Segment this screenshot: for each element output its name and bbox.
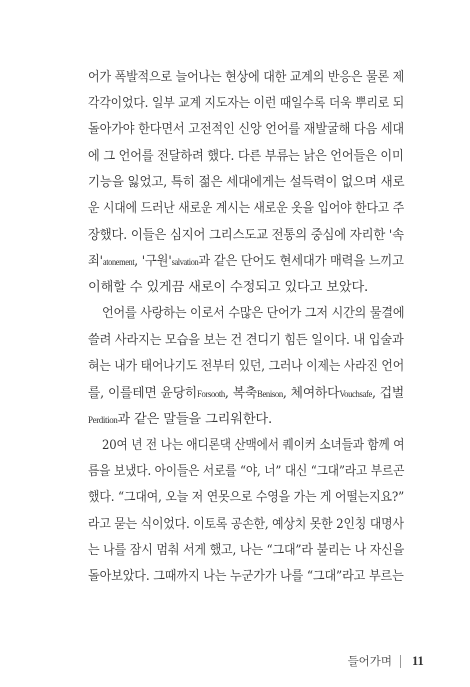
text-line: 혀는 내가 태어나기도 전부터 있던, 그러나 이제는 사라진 언어 xyxy=(88,359,405,374)
text-line: 쓸려 사라지는 모습을 보는 건 견디기 힘든 일이다. 내 입술과 xyxy=(88,333,404,348)
text-run: , '구원' xyxy=(134,254,172,269)
english-gloss: salvation xyxy=(171,257,199,267)
text-line: 름을 보냈다. 아이들은 서로를 “야, 너” 대신 “그대”라고 부르곤 xyxy=(88,464,405,479)
text-run: 과 같은 말들을 그리워한다. xyxy=(117,412,273,427)
english-gloss: atonement xyxy=(102,257,135,267)
english-gloss: Forsooth xyxy=(197,389,225,399)
text-line: 운 시대에 드러난 새로운 계시는 새로운 옷을 입어야 한다고 주 xyxy=(88,201,405,216)
text-run: , 복축 xyxy=(224,386,258,401)
text-line: 장했다. 이들은 심지어 그리스도교 전통의 중심에 자리한 '속 xyxy=(88,228,404,243)
text-line: 돌아보았다. 그때까지 나는 누군가가 나를 “그대”라고 부르는 xyxy=(88,569,404,584)
text-line xyxy=(88,385,405,403)
text-line: 는 나를 잠시 멈춰 서게 했고, 나는 “그대”라 불리는 나 자신을 xyxy=(88,543,405,558)
text-line: 각각이었다. 일부 교계 지도자는 이런 때일수록 더욱 뿌리로 되 xyxy=(88,96,405,111)
text-line: 돌아가야 한다면서 고전적인 신앙 언어를 재발굴해 다음 세대 xyxy=(88,122,405,137)
page-number: 11 xyxy=(412,654,424,668)
text-line xyxy=(88,253,404,271)
section-title: 들어가며 xyxy=(347,654,392,668)
text-line: 했다. “그대여, 오늘 저 연못으로 수영을 가는 게 어떨는지요?” xyxy=(88,490,405,505)
english-gloss: Benison xyxy=(257,389,283,399)
text-line: 어가 폭발적으로 늘어나는 현상에 대한 교계의 반응은 물론 제 xyxy=(88,70,405,85)
page-footer xyxy=(0,652,470,672)
text-run: 과 같은 단어도 현세대가 매력을 느끼고 xyxy=(198,254,404,269)
english-gloss: Perdition xyxy=(88,415,118,425)
text-line: 언어를 사랑하는 이로서 수많은 단어가 그저 시간의 물결에 xyxy=(102,306,405,321)
text-run: 를, 이를테면 윤당히 xyxy=(88,386,198,401)
text-line: 라고 묻는 식이었다. 이토록 공손한, 예상치 못한 2인칭 대명사 xyxy=(88,517,404,532)
english-gloss: Vouchsafe xyxy=(339,389,372,399)
text-run: , 겁벌 xyxy=(371,386,405,401)
text-line: 에 그 언어를 전달하려 했다. 다른 부류는 낡은 언어들은 이미 xyxy=(88,149,404,164)
text-line: 이해할 수 있게끔 새로이 수정되고 있다고 보았다. xyxy=(88,280,369,295)
text-run: 죄' xyxy=(88,254,103,269)
text-run: , 체여하다 xyxy=(282,386,340,401)
text-line: 20여 년 전 나는 애디론댁 산맥에서 퀘이커 소녀들과 함께 여 xyxy=(102,438,405,453)
text-line: 기능을 잃었고, 특히 젊은 세대에게는 설득력이 없으며 새로 xyxy=(88,175,405,190)
text-line xyxy=(88,411,404,429)
footer-divider xyxy=(400,655,401,668)
